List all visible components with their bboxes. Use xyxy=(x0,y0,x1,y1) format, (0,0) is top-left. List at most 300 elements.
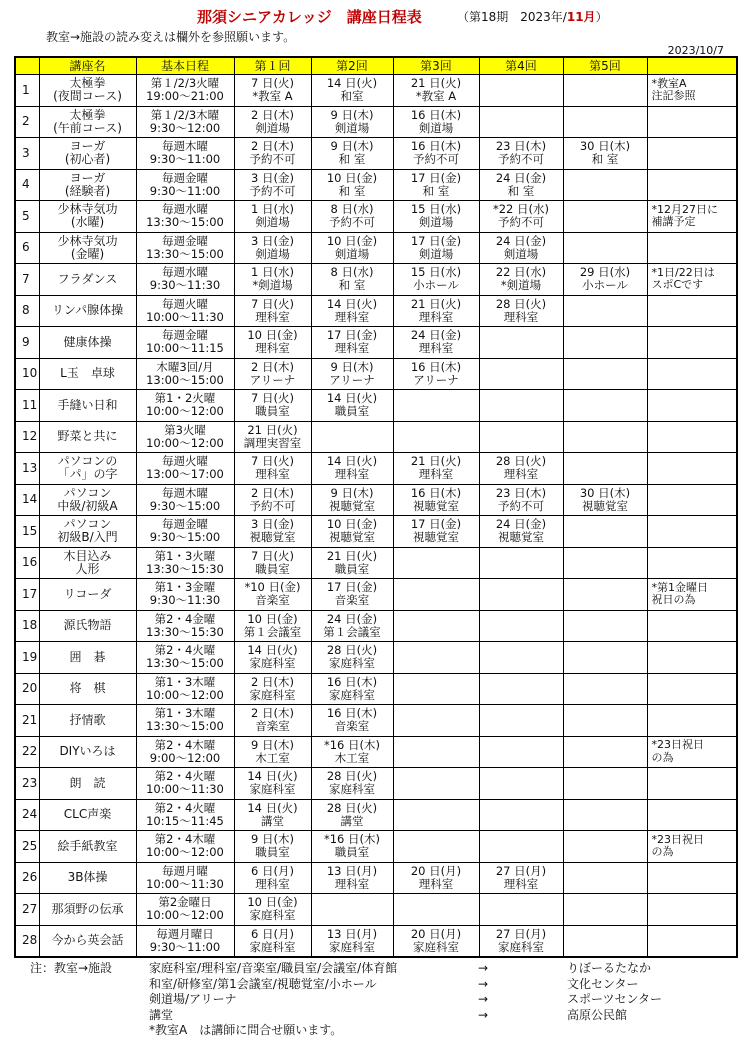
basic-schedule xyxy=(136,579,234,611)
session-3 xyxy=(393,516,479,548)
row-number: 17 xyxy=(15,579,39,611)
note-cell xyxy=(647,547,737,579)
basic-schedule-line: 13:30～15:30 xyxy=(146,561,224,576)
session-5 xyxy=(563,579,647,611)
session-4 xyxy=(479,768,563,800)
session-1 xyxy=(234,894,311,926)
footnote-facility: 高原公民館 xyxy=(567,1007,628,1022)
col-header-session-5: 第5回 xyxy=(563,57,647,75)
session-1 xyxy=(234,547,311,579)
session-4-line: 27 日(月) xyxy=(495,863,547,878)
footnote-line xyxy=(30,1008,730,1024)
session-4-line: 視聴覚室 xyxy=(498,530,544,545)
basic-schedule-line: 毎週金曜 xyxy=(162,517,208,532)
row-number: 6 xyxy=(15,232,39,264)
row-number: 26 xyxy=(15,862,39,894)
session-2 xyxy=(311,547,393,579)
course-name xyxy=(39,232,136,264)
session-3-line: アリーナ xyxy=(413,372,459,387)
basic-schedule-line: 13:30～15:00 xyxy=(146,719,224,734)
session-2 xyxy=(311,484,393,516)
course-name xyxy=(39,610,136,642)
note-cell xyxy=(647,799,737,831)
basic-schedule-line: 毎週火曜 xyxy=(162,296,208,311)
table-row xyxy=(15,831,737,863)
session-3-line: 20 日(月) xyxy=(410,926,462,941)
session-4 xyxy=(479,736,563,768)
basic-schedule xyxy=(136,327,234,359)
session-5 xyxy=(563,453,647,485)
course-name-line: 少林寺気功 xyxy=(57,233,118,248)
session-5 xyxy=(563,736,647,768)
basic-schedule-line: 13:00～15:00 xyxy=(146,372,224,387)
session-1 xyxy=(234,390,311,422)
session-1 xyxy=(234,642,311,674)
note-cell xyxy=(647,358,737,390)
session-2 xyxy=(311,327,393,359)
course-name xyxy=(39,358,136,390)
session-1-line: *教室 A xyxy=(252,89,293,104)
session-3 xyxy=(393,264,479,296)
session-5 xyxy=(563,201,647,233)
session-3 xyxy=(393,862,479,894)
col-header-session-2: 第2回 xyxy=(311,57,393,75)
basic-schedule-line: 10:00～11:30 xyxy=(146,309,224,324)
basic-schedule-line: 毎週木曜 xyxy=(162,139,208,154)
session-2-line: 14 日(火) xyxy=(326,296,378,311)
note-cell xyxy=(647,705,737,737)
basic-schedule xyxy=(136,390,234,422)
course-name xyxy=(39,484,136,516)
basic-schedule-line: 13:30～15:30 xyxy=(146,624,224,639)
session-1 xyxy=(234,264,311,296)
course-name xyxy=(39,75,136,107)
session-2 xyxy=(311,925,393,957)
session-1-line: 2 日(木) xyxy=(251,674,294,689)
session-4 xyxy=(479,673,563,705)
table-row xyxy=(15,516,737,548)
basic-schedule xyxy=(136,547,234,579)
course-name-line: 手縫い日和 xyxy=(57,397,118,412)
session-2-line: 9 日(木) xyxy=(330,359,374,374)
session-2-line: 理科室 xyxy=(334,467,370,482)
session-2-line: 和 室 xyxy=(338,183,366,198)
table-row xyxy=(15,201,737,233)
basic-schedule xyxy=(136,831,234,863)
row-number: 15 xyxy=(15,516,39,548)
session-1-line: 9 日(木) xyxy=(251,737,294,752)
session-2-line: 職員室 xyxy=(334,845,370,860)
session-5 xyxy=(563,390,647,422)
table-row xyxy=(15,610,737,642)
course-name-line: ヨーガ xyxy=(69,139,106,154)
basic-schedule-line: 10:00～12:00 xyxy=(146,908,224,923)
footnote-line xyxy=(30,961,730,977)
table-row xyxy=(15,673,737,705)
table-row xyxy=(15,106,737,138)
session-1 xyxy=(234,484,311,516)
basic-schedule xyxy=(136,862,234,894)
session-1-line: 14 日(火) xyxy=(247,643,298,658)
session-1-line: 3 日(金) xyxy=(251,233,294,248)
basic-schedule-line: 10:15～11:45 xyxy=(146,813,224,828)
table-row xyxy=(15,453,737,485)
col-header-no xyxy=(15,57,39,75)
session-4 xyxy=(479,169,563,201)
row-number: 8 xyxy=(15,295,39,327)
session-3 xyxy=(393,106,479,138)
course-name xyxy=(39,295,136,327)
session-4-line: 和 室 xyxy=(507,183,535,198)
session-2-line: 木工室 xyxy=(334,750,370,765)
table-row xyxy=(15,358,737,390)
session-1 xyxy=(234,138,311,170)
session-5 xyxy=(563,768,647,800)
basic-schedule xyxy=(136,358,234,390)
session-3-line: 15 日(水) xyxy=(410,265,462,280)
course-name xyxy=(39,894,136,926)
session-3-line: 21 日(火) xyxy=(410,296,462,311)
session-1-line: 音楽室 xyxy=(255,719,290,734)
course-name xyxy=(39,516,136,548)
basic-schedule-line: 毎週水曜 xyxy=(162,265,208,280)
session-4-line: 23 日(木) xyxy=(495,139,547,154)
session-2-line: 17 日(金) xyxy=(326,580,378,595)
session-2-line: 剣道場 xyxy=(334,120,370,135)
basic-schedule-line: 9:30～12:00 xyxy=(149,120,221,135)
basic-schedule xyxy=(136,705,234,737)
row-number: 19 xyxy=(15,642,39,674)
course-name-line: 太極拳 xyxy=(69,76,106,91)
session-3 xyxy=(393,894,479,926)
session-1-line: 2 日(木) xyxy=(251,107,294,122)
basic-schedule-line: 10:00～11:30 xyxy=(146,782,224,797)
session-5 xyxy=(563,75,647,107)
session-1-line: 予約不可 xyxy=(249,152,296,167)
note-cell xyxy=(647,894,737,926)
note-cell-line: *23日祝日 xyxy=(651,738,704,752)
header xyxy=(0,6,750,28)
session-5 xyxy=(563,799,647,831)
header-row xyxy=(15,57,737,75)
basic-schedule-line: 第1・2火曜 xyxy=(154,391,216,406)
session-3-line: 剣道場 xyxy=(418,215,454,230)
basic-schedule xyxy=(136,894,234,926)
course-name xyxy=(39,736,136,768)
session-2-line: 16 日(木) xyxy=(326,674,378,689)
session-4-line: 28 日(火) xyxy=(495,296,547,311)
basic-schedule-line: 第3火曜 xyxy=(164,422,206,437)
session-1 xyxy=(234,453,311,485)
footnote-line xyxy=(30,1023,730,1039)
session-1-line: 講堂 xyxy=(261,813,284,828)
table-row xyxy=(15,705,737,737)
session-2-line: 28 日(火) xyxy=(326,643,378,658)
session-1-line: 10 日(金) xyxy=(247,895,298,910)
session-3 xyxy=(393,925,479,957)
basic-schedule-line: 毎週月曜 xyxy=(162,863,208,878)
session-3-line: 16 日(木) xyxy=(410,485,462,500)
basic-schedule-line: 9:30～11:30 xyxy=(149,278,221,293)
session-3-line: 理科室 xyxy=(418,876,454,891)
session-2-line: 講堂 xyxy=(340,813,364,828)
course-name xyxy=(39,138,136,170)
session-2-line: 理科室 xyxy=(334,341,370,356)
row-number: 18 xyxy=(15,610,39,642)
basic-schedule-line: 9:30～11:00 xyxy=(149,152,221,167)
basic-schedule-line: 第2・4火曜 xyxy=(154,769,216,784)
session-3 xyxy=(393,673,479,705)
basic-schedule-line: 第１/2/3木曜 xyxy=(150,107,220,122)
note-cell xyxy=(647,138,737,170)
table-row xyxy=(15,484,737,516)
session-3-line: 小ホール xyxy=(413,278,459,293)
session-2-line: 17 日(金) xyxy=(326,328,378,343)
note-cell xyxy=(647,390,737,422)
arrow-icon: → xyxy=(478,992,489,1006)
basic-schedule-line: 10:00～12:00 xyxy=(146,404,224,419)
col-header-note xyxy=(647,57,737,75)
row-number: 9 xyxy=(15,327,39,359)
session-5 xyxy=(563,610,647,642)
course-name-line: パソコン xyxy=(63,485,112,500)
session-2 xyxy=(311,75,393,107)
session-3 xyxy=(393,799,479,831)
course-name xyxy=(39,799,136,831)
session-3 xyxy=(393,327,479,359)
course-name-line: 囲 碁 xyxy=(69,649,106,664)
session-2 xyxy=(311,453,393,485)
session-4-line: 22 日(水) xyxy=(495,265,547,280)
note-cell xyxy=(647,673,737,705)
basic-schedule-line: 木曜3回/月 xyxy=(156,359,214,374)
session-3 xyxy=(393,358,479,390)
session-2 xyxy=(311,610,393,642)
basic-schedule-line: 毎週金曜 xyxy=(162,233,208,248)
session-1-line: 10 日(金) xyxy=(247,328,298,343)
course-name-line: リコーダ xyxy=(63,586,112,601)
row-number: 5 xyxy=(15,201,39,233)
session-4 xyxy=(479,831,563,863)
footnote-rooms: 講堂 xyxy=(149,1007,174,1022)
session-2 xyxy=(311,516,393,548)
table-row xyxy=(15,862,737,894)
session-1 xyxy=(234,705,311,737)
session-1-line: 2 日(木) xyxy=(251,485,294,500)
session-5-line: 29 日(水) xyxy=(579,265,631,280)
table-row xyxy=(15,295,737,327)
session-2 xyxy=(311,831,393,863)
session-2 xyxy=(311,138,393,170)
course-name xyxy=(39,390,136,422)
session-1 xyxy=(234,75,311,107)
basic-schedule-line: 13:30～15:00 xyxy=(146,246,224,261)
basic-schedule-line: 9:30～11:30 xyxy=(149,593,221,608)
session-2-line: 和 室 xyxy=(338,278,366,293)
course-name-line: 人形 xyxy=(75,561,100,576)
session-3-line: 16 日(木) xyxy=(410,139,462,154)
term-label xyxy=(457,8,608,25)
note-cell xyxy=(647,768,737,800)
row-number: 11 xyxy=(15,390,39,422)
basic-schedule xyxy=(136,642,234,674)
note-cell xyxy=(647,106,737,138)
session-2 xyxy=(311,295,393,327)
session-4-line: *剣道場 xyxy=(500,278,542,293)
table-row xyxy=(15,327,737,359)
course-name-line: 3B体操 xyxy=(67,870,108,885)
session-5 xyxy=(563,232,647,264)
session-1-line: 6 日(月) xyxy=(251,926,294,941)
course-name xyxy=(39,862,136,894)
row-number: 23 xyxy=(15,768,39,800)
session-1-line: 3 日(金) xyxy=(251,517,294,532)
session-3 xyxy=(393,453,479,485)
footnote-line xyxy=(30,977,730,993)
course-name xyxy=(39,421,136,453)
session-5-line: 30 日(木) xyxy=(579,485,631,500)
session-1-line: 剣道場 xyxy=(255,246,290,261)
basic-schedule xyxy=(136,925,234,957)
session-1-line: 家庭科室 xyxy=(249,687,296,702)
table-row xyxy=(15,894,737,926)
session-2-line: 家庭科室 xyxy=(329,782,375,797)
session-1 xyxy=(234,169,311,201)
basic-schedule xyxy=(136,232,234,264)
row-number: 2 xyxy=(15,106,39,138)
session-2 xyxy=(311,201,393,233)
footnote-rooms: 剣道場/アリーナ xyxy=(149,992,237,1006)
session-4 xyxy=(479,610,563,642)
session-2-line: 28 日(火) xyxy=(326,800,378,815)
note-cell xyxy=(647,831,737,863)
course-name-line: 今から英会話 xyxy=(51,933,124,948)
col-header-basic: 基本日程 xyxy=(136,57,234,75)
session-4 xyxy=(479,642,563,674)
note-cell xyxy=(647,516,737,548)
course-name xyxy=(39,579,136,611)
course-name-line: 「パ」の字 xyxy=(57,467,118,482)
session-5 xyxy=(563,894,647,926)
session-3-line: 和 室 xyxy=(422,183,450,198)
session-4 xyxy=(479,75,563,107)
col-header-session-4: 第4回 xyxy=(479,57,563,75)
session-2 xyxy=(311,106,393,138)
footnote-facility: 文化センター xyxy=(567,976,639,991)
basic-schedule-line: 10:00～12:00 xyxy=(146,687,224,702)
session-1-line: 予約不可 xyxy=(249,183,296,198)
session-2 xyxy=(311,579,393,611)
course-name xyxy=(39,106,136,138)
session-4-line: 家庭科室 xyxy=(498,939,544,954)
arrow-icon: → xyxy=(478,961,489,975)
session-5-line: 小ホール xyxy=(582,278,628,293)
row-number: 14 xyxy=(15,484,39,516)
session-3-line: 剣道場 xyxy=(418,120,454,135)
session-2-line: 10 日(金) xyxy=(326,233,378,248)
session-3-line: 理科室 xyxy=(418,341,454,356)
basic-schedule-line: 13:30～15:00 xyxy=(146,656,224,671)
session-1-line: 3 日(金) xyxy=(251,170,294,185)
session-5 xyxy=(563,106,647,138)
session-1-line: 家庭科室 xyxy=(249,908,296,923)
session-1 xyxy=(234,358,311,390)
session-3-line: 理科室 xyxy=(418,467,454,482)
basic-schedule-line: 毎週金曜 xyxy=(162,328,208,343)
session-1-line: 9 日(木) xyxy=(251,832,294,847)
basic-schedule-line: 第2・4木曜 xyxy=(154,832,216,847)
session-1 xyxy=(234,799,311,831)
session-2-line: 職員室 xyxy=(334,561,370,576)
session-2-line: アリーナ xyxy=(329,372,375,387)
session-4 xyxy=(479,295,563,327)
row-number: 16 xyxy=(15,547,39,579)
note-cell-line: *1日/22日は xyxy=(651,265,715,279)
session-4-line: 27 日(月) xyxy=(495,926,547,941)
table-row xyxy=(15,264,737,296)
course-name xyxy=(39,327,136,359)
footnote-line xyxy=(30,992,730,1008)
session-3 xyxy=(393,831,479,863)
session-2-line: 8 日(水) xyxy=(330,265,374,280)
basic-schedule xyxy=(136,799,234,831)
course-name-line: フラダンス xyxy=(57,271,118,286)
session-5 xyxy=(563,169,647,201)
basic-schedule-line: 13:30～15:00 xyxy=(146,215,224,230)
session-5 xyxy=(563,295,647,327)
session-5 xyxy=(563,925,647,957)
arrow-icon: → xyxy=(478,976,489,991)
course-name-line: 健康体操 xyxy=(63,334,112,349)
session-2-line: 9 日(木) xyxy=(330,107,374,122)
note-cell-line: 祝日の為 xyxy=(651,593,696,607)
session-3 xyxy=(393,295,479,327)
session-5 xyxy=(563,705,647,737)
page-title: 那須シニアカレッジ 講座日程表 xyxy=(197,8,422,26)
course-name-line: 木目込み xyxy=(63,548,112,563)
session-4 xyxy=(479,894,563,926)
table-row xyxy=(15,642,737,674)
session-2-line: 家庭科室 xyxy=(329,687,375,702)
course-name xyxy=(39,453,136,485)
session-1 xyxy=(234,831,311,863)
session-2 xyxy=(311,232,393,264)
session-3-line: 家庭科室 xyxy=(413,939,459,954)
note-cell xyxy=(647,201,737,233)
note-cell-line: の為 xyxy=(651,845,674,859)
course-name-line: 野菜と共に xyxy=(57,429,118,444)
session-1-line: 剣道場 xyxy=(255,215,290,230)
basic-schedule-line: 第１/2/3火曜 xyxy=(150,76,220,91)
session-3 xyxy=(393,736,479,768)
session-2-line: 理科室 xyxy=(334,309,370,324)
session-4-line: 28 日(火) xyxy=(495,454,547,469)
session-1 xyxy=(234,610,311,642)
session-4 xyxy=(479,516,563,548)
session-4-line: *22 日(水) xyxy=(492,202,549,217)
note-cell-line: *教室A xyxy=(651,76,687,90)
basic-schedule-line: 第2・4木曜 xyxy=(154,737,216,752)
session-3 xyxy=(393,579,479,611)
session-3 xyxy=(393,201,479,233)
session-5 xyxy=(563,484,647,516)
note-cell xyxy=(647,453,737,485)
session-4-line: 24 日(金) xyxy=(495,170,547,185)
footnote-room-a: *教室A は講師に問合せ願います。 xyxy=(149,1023,343,1037)
course-name-line: DIYいろは xyxy=(59,744,116,759)
basic-schedule-line: 第1・3金曜 xyxy=(154,580,216,595)
session-2 xyxy=(311,264,393,296)
